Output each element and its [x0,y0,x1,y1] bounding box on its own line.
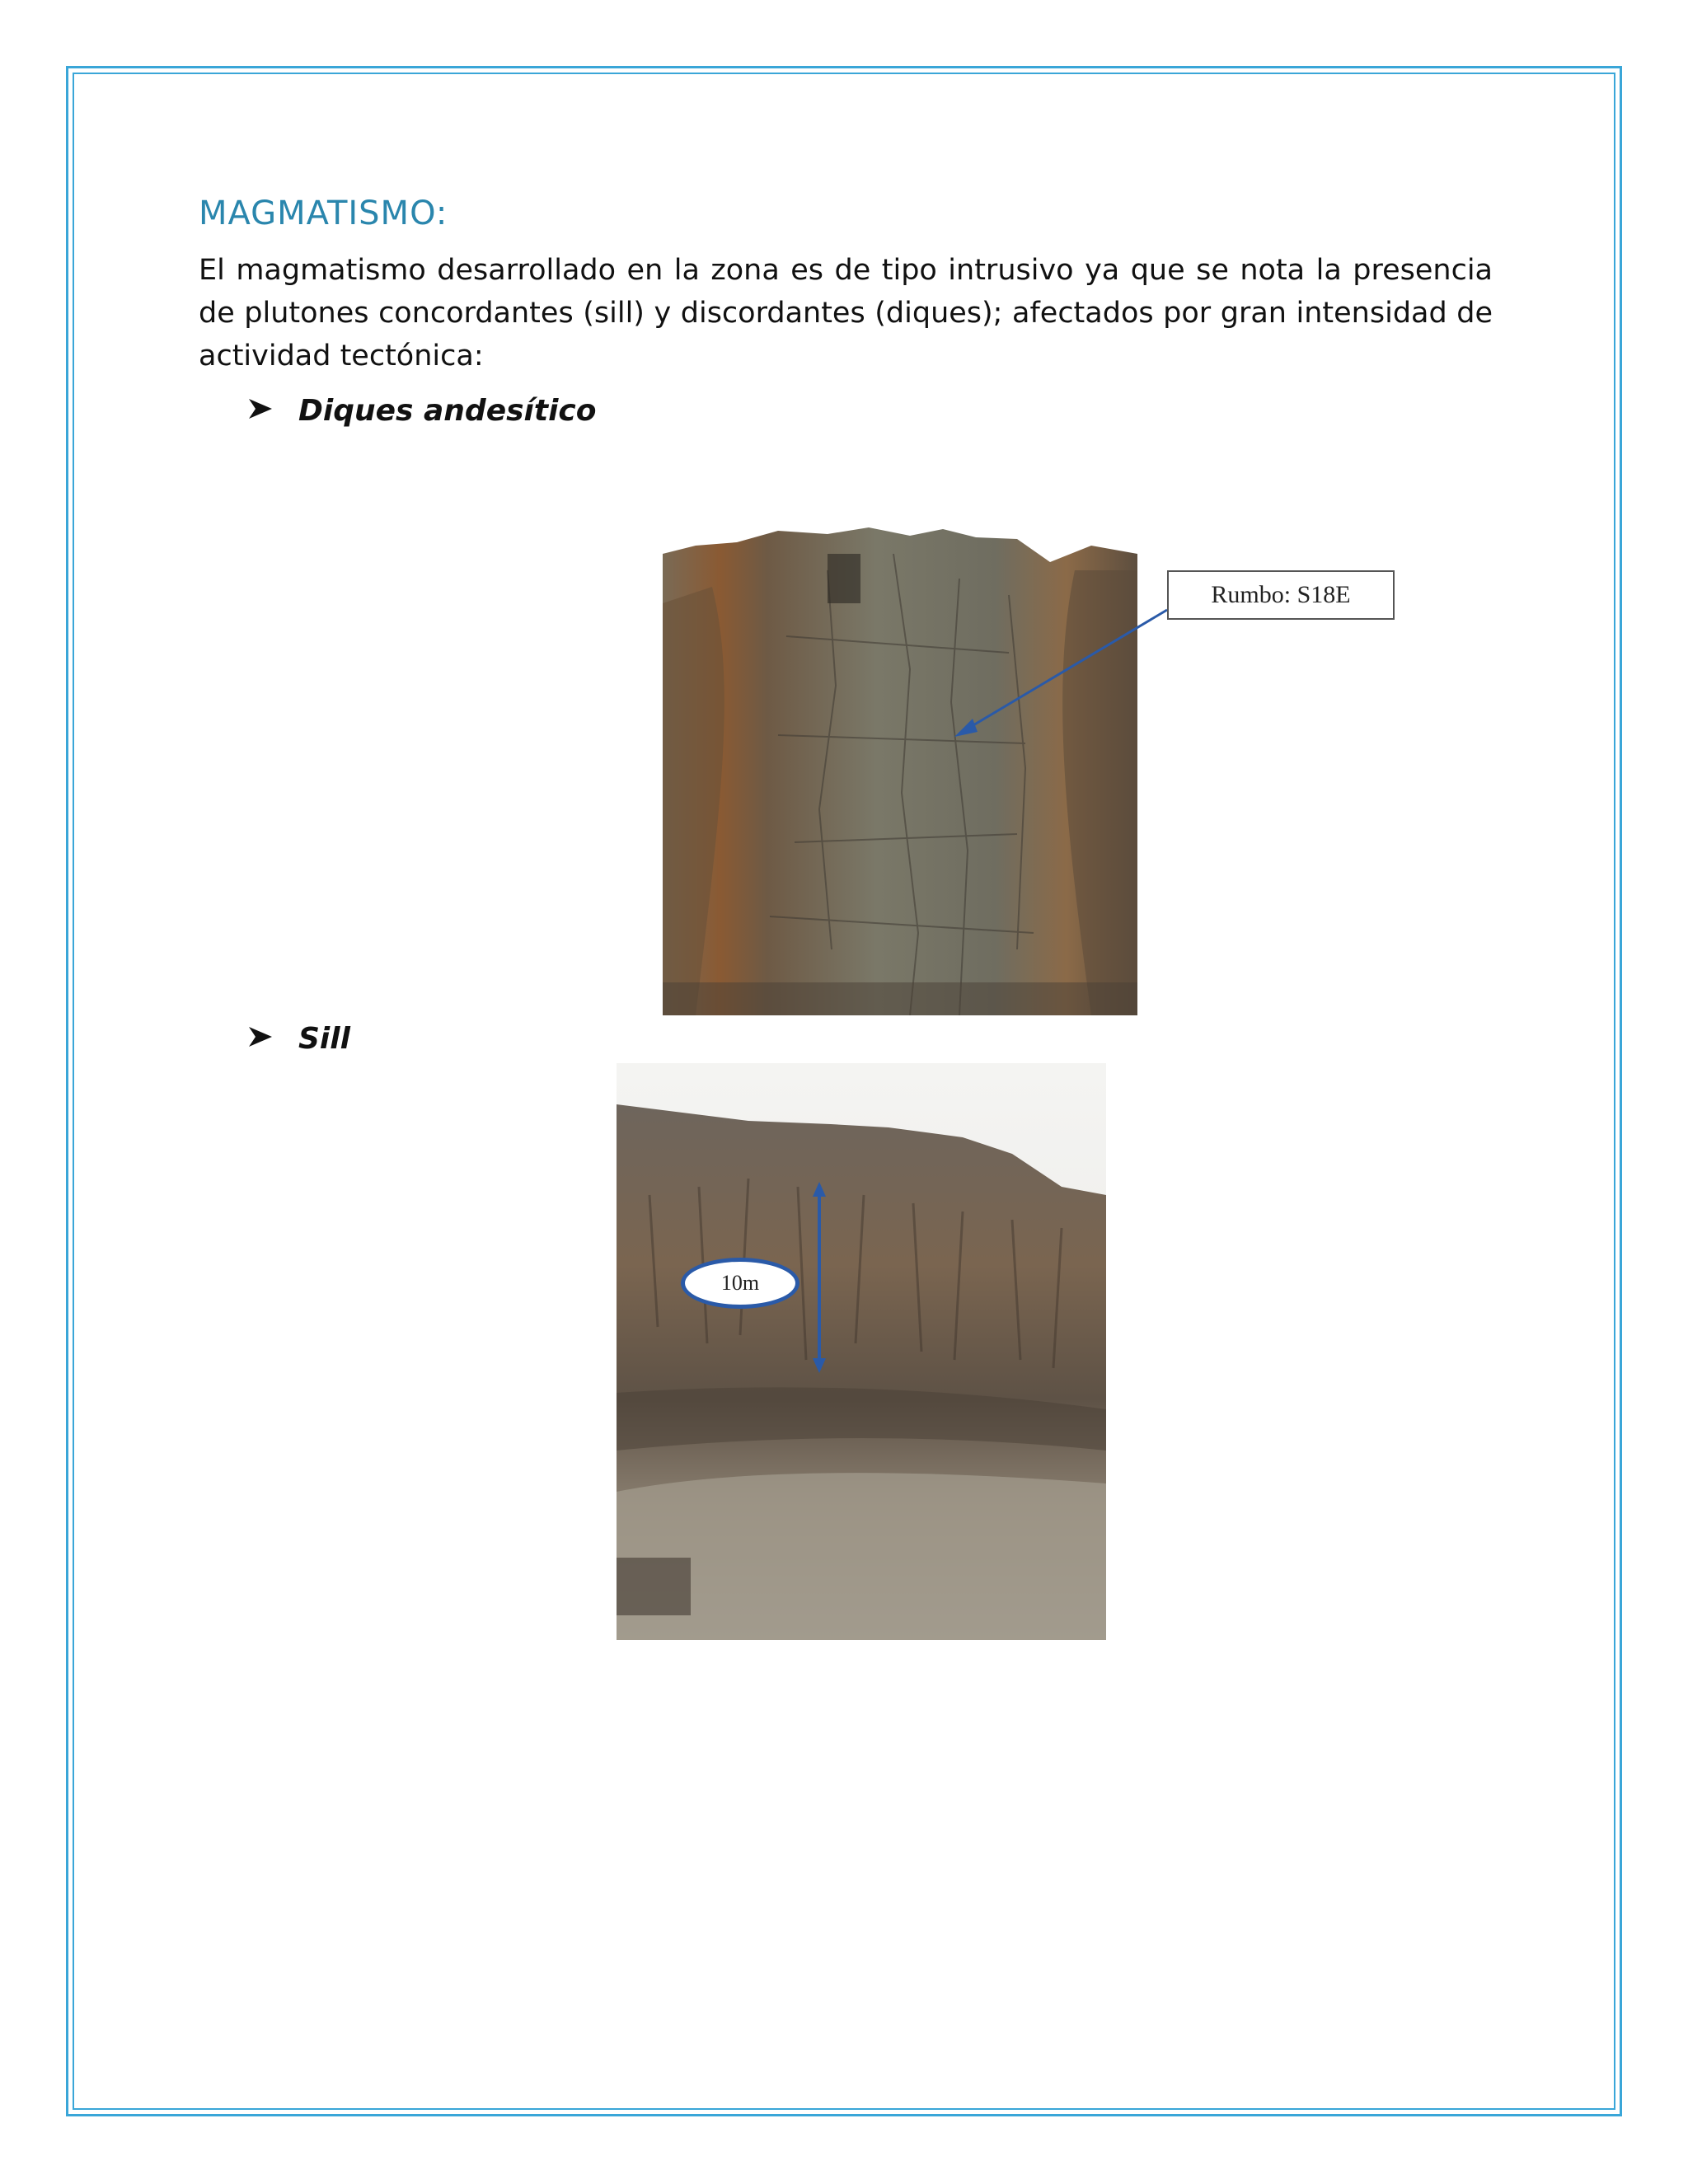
body-paragraph: El magmatismo desarrollado en la zona es de tipo intrusivo ya que se nota la presencia de plutones concordantes (sill) y discordantes (diques); afectados por gran intensidad de actividad tectónica: [199,254,1493,373]
section-title: MAGMATISMO: [199,194,448,232]
sill-photo [617,1063,1106,1640]
strike-callout: Rumbo: S18E [1167,570,1395,620]
bullet-label: Diques andesítico [298,394,597,428]
sill-thickness-label: 10m [681,1258,799,1309]
arrowhead-bullet-icon [247,1022,280,1056]
arrowhead-bullet-icon [247,394,280,428]
dike-photo [663,521,1137,1015]
bullet-item-dikes [247,394,597,428]
bullet-label: Sill [298,1022,350,1056]
bullet-item-sill [247,1022,350,1056]
